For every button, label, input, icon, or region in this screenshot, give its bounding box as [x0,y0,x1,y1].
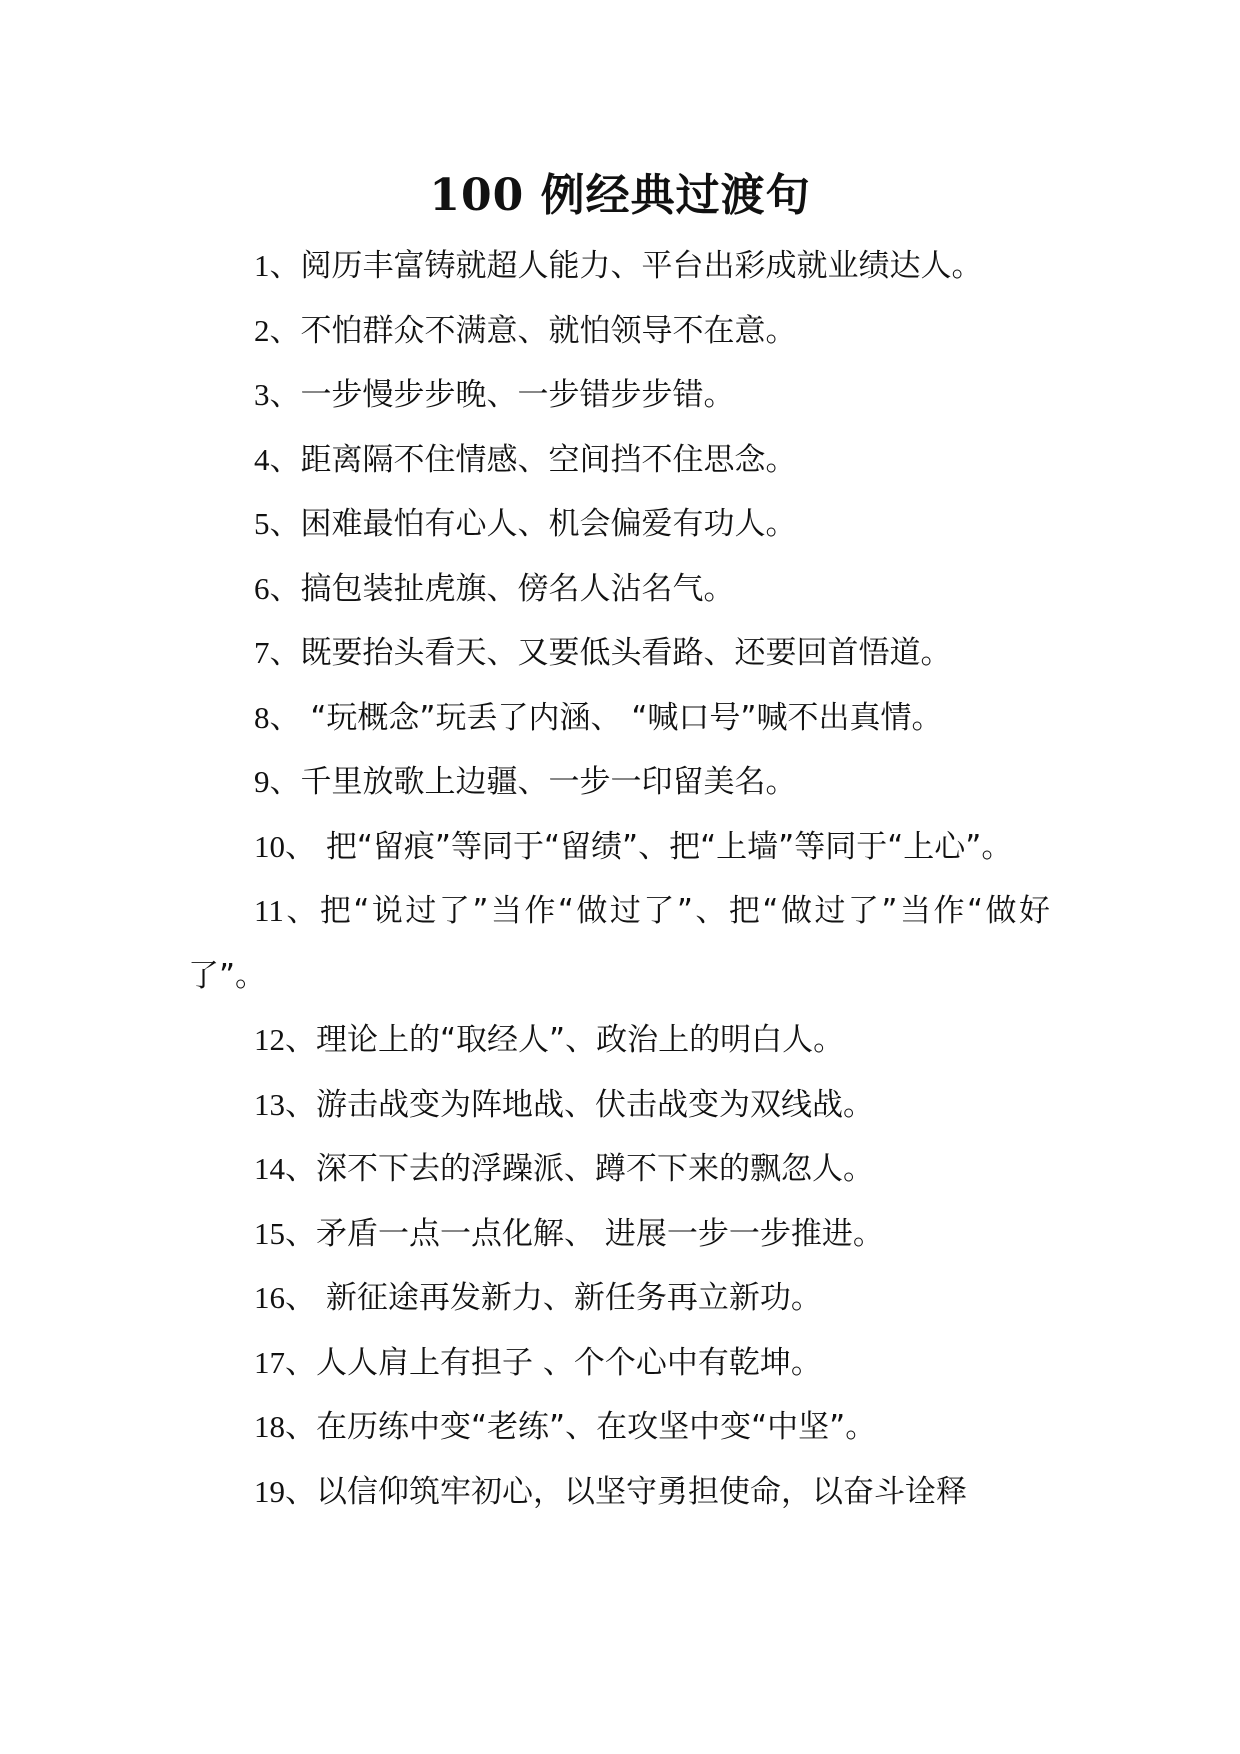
list-item [188,1331,1050,1396]
list-item [188,815,1050,880]
item-number: 2、 [254,312,301,348]
list-item [188,299,1050,364]
document-title: 100 例经典过渡句 [429,170,811,221]
list-item [188,428,1050,493]
item-number: 11、 [254,893,320,928]
item-text: 以信仰筑牢初心，以坚守勇担使命，以奋斗诠释 [316,1473,967,1510]
item-number: 8、 [254,699,301,735]
item-number: 14、 [254,1151,316,1186]
item-text: 深不下去的浮躁派、蹲不下来的飘忽人。 [316,1151,874,1187]
item-text: 人人肩上有担子 、个个心中有乾坤。 [316,1344,822,1381]
item-text: 千里放歌上边疆、一步一印留美名。 [300,764,797,800]
item-number: 15、 [254,1215,316,1251]
list-item [188,1137,1050,1202]
item-number: 18、 [254,1409,316,1444]
item-number: 6、 [254,570,301,606]
list-item [188,363,1050,428]
item-text: 搞包装扯虎旗、傍名人沾名气。 [300,570,735,607]
item-number: 13、 [254,1086,316,1122]
item-text: 既要抬头看天、又要低头看路、还要回首悟道。 [300,635,952,671]
item-number: 17、 [254,1344,316,1380]
list-item [188,621,1050,686]
item-text: 矛盾一点一点化解、 进展一步一步推进。 [316,1215,884,1252]
item-text: 游击战变为阵地战、伏击战变为双线战。 [316,1086,874,1123]
item-number: 9、 [254,764,301,799]
item-text: 距离隔不住情感、空间挡不住思念。 [300,441,797,478]
item-number: 7、 [254,635,301,670]
item-text: 新征途再发新力、新任务再立新功。 [316,1280,822,1316]
item-text: 阅历丰富铸就超人能力、平台出彩成就业绩达人。 [300,248,983,284]
item-number: 16、 [254,1280,316,1315]
item-text: 在历练中变“老练”、在攻坚中变“中坚”。 [316,1409,877,1445]
list-item [188,234,1050,299]
item-list [188,234,1050,1524]
list-item [188,1266,1050,1331]
list-item [188,1008,1050,1073]
item-number: 1、 [254,248,301,283]
item-number: 4、 [254,441,301,477]
list-item [188,1460,1050,1525]
item-number: 5、 [254,506,301,541]
item-number: 12、 [254,1022,316,1057]
item-text: 困难最怕有心人、机会偏爱有功人。 [300,506,797,542]
list-item [188,492,1050,557]
item-text: 把“说过了”当作“做过了”、把“做过了”当作“做好了”。 [188,893,1050,994]
list-item [188,1395,1050,1460]
item-text: “玩概念”玩丢了内涵、 “喊口号”喊不出真情。 [300,699,943,736]
list-item [188,750,1050,815]
list-item [188,686,1050,751]
item-number: 10、 [254,828,316,864]
list-item [188,557,1050,622]
item-text: 理论上的“取经人”、政治上的明白人。 [316,1022,845,1058]
item-text: 一步慢步步晚、一步错步步错。 [300,377,735,413]
item-number: 3、 [254,377,301,412]
list-item [188,879,1050,1008]
list-item [188,1073,1050,1138]
item-number: 19、 [254,1473,316,1509]
item-text: 不怕群众不满意、就怕领导不在意。 [300,312,797,349]
item-text: 把“留痕”等同于“留绩”、把“上墙”等同于“上心”。 [316,828,1013,865]
list-item [188,1202,1050,1267]
